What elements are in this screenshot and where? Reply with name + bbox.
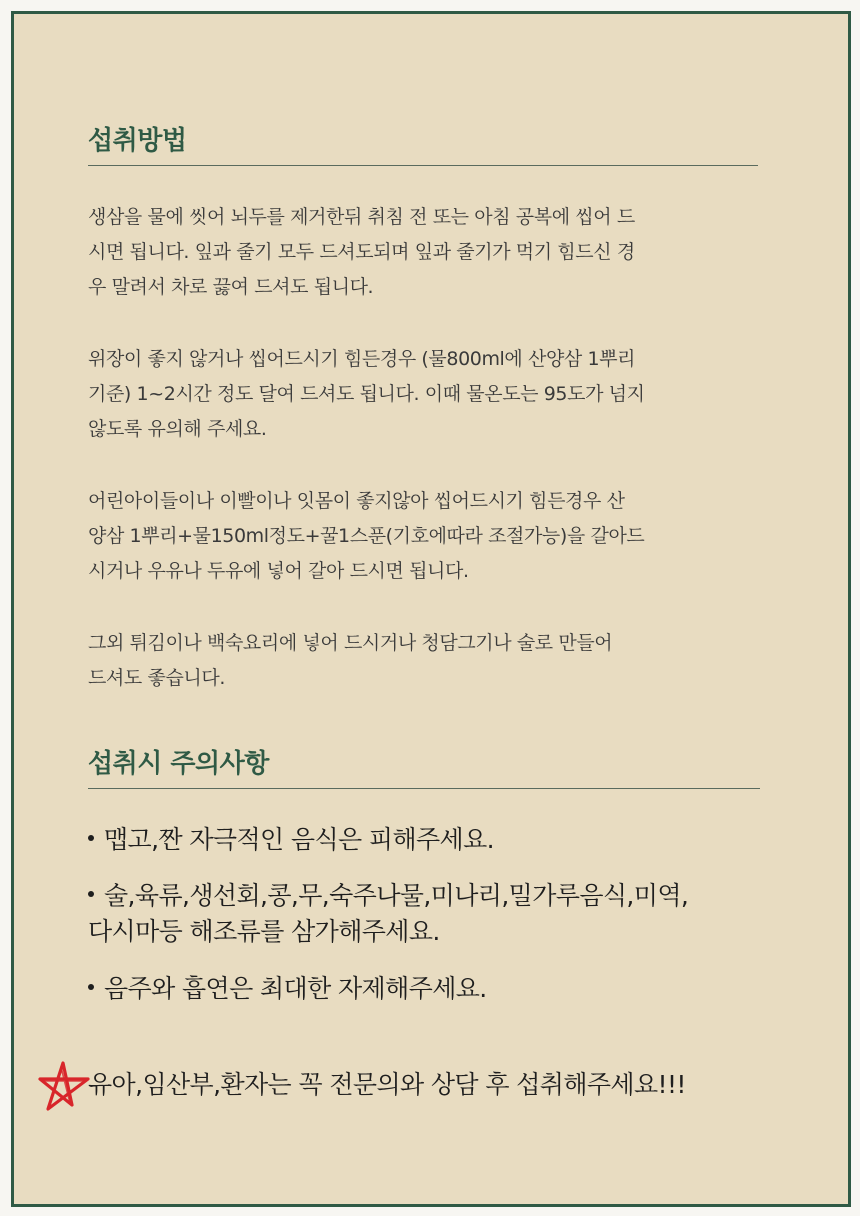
bullet-dot-icon: [88, 891, 94, 897]
caution-item-2: [88, 878, 788, 950]
usage-paragraph-4: 그외 튀김이나 백숙요리에 넣어 드시거나 청담그기나 술로 만들어 드셔도 좋습니다.: [88, 632, 613, 689]
usage-paragraph-2: 위장이 좋지 않거나 씹어드시기 힘든경우 (물800ml에 산양삼 1뿌리 기준) 1~2시간 정도 달여 드셔도 됩니다. 이때 물온도는 95도가 넘지 않도록 유의해 주세요.: [88, 348, 645, 440]
caution-item-text: 술,육류,생선회,콩,무,숙주나물,미나리,밀가루음식,미역, 다시마등 해조류를 삼가해주세요.: [88, 881, 689, 946]
caution-item-text: 맵고,짠 자극적인 음식은 피해주세요.: [104, 825, 494, 854]
usage-card: [11, 11, 851, 1207]
bullet-dot-icon: [88, 984, 94, 990]
warning-text: 유아,임산부,환자는 꼭 전문의와 상담 후 섭취해주세요!!!: [88, 1070, 686, 1099]
bullet-dot-icon: [88, 835, 94, 841]
section-title-usage: 섭취방법: [88, 126, 187, 156]
section-title-cautions: 섭취시 주의사항: [88, 749, 269, 779]
caution-item-1: [88, 822, 788, 858]
caution-item-text: 음주와 흡연은 최대한 자제해주세요.: [104, 974, 487, 1003]
section-divider-cautions: [88, 788, 760, 789]
section-divider-usage: [88, 165, 758, 166]
usage-paragraph-3: 어린아이들이나 이빨이나 잇몸이 좋지않아 씹어드시기 힘든경우 산 양삼 1뿌리+물150ml정도+꿀1스푼(기호에따라 조절가능)을 갈아드 시거나 우유나 두유에 넣어 갈아 드시면 됩니다.: [88, 490, 645, 582]
caution-item-3: [88, 971, 788, 1007]
hand-drawn-star-icon: [34, 1059, 94, 1115]
usage-paragraph-1: 생삼을 물에 씻어 뇌두를 제거한뒤 취침 전 또는 아침 공복에 씹어 드 시면 됩니다. 잎과 줄기 모두 드셔도되며 잎과 줄기가 먹기 힘드신 경 우 말려서 차로 끓여 드셔도 됩니다.: [88, 206, 635, 298]
